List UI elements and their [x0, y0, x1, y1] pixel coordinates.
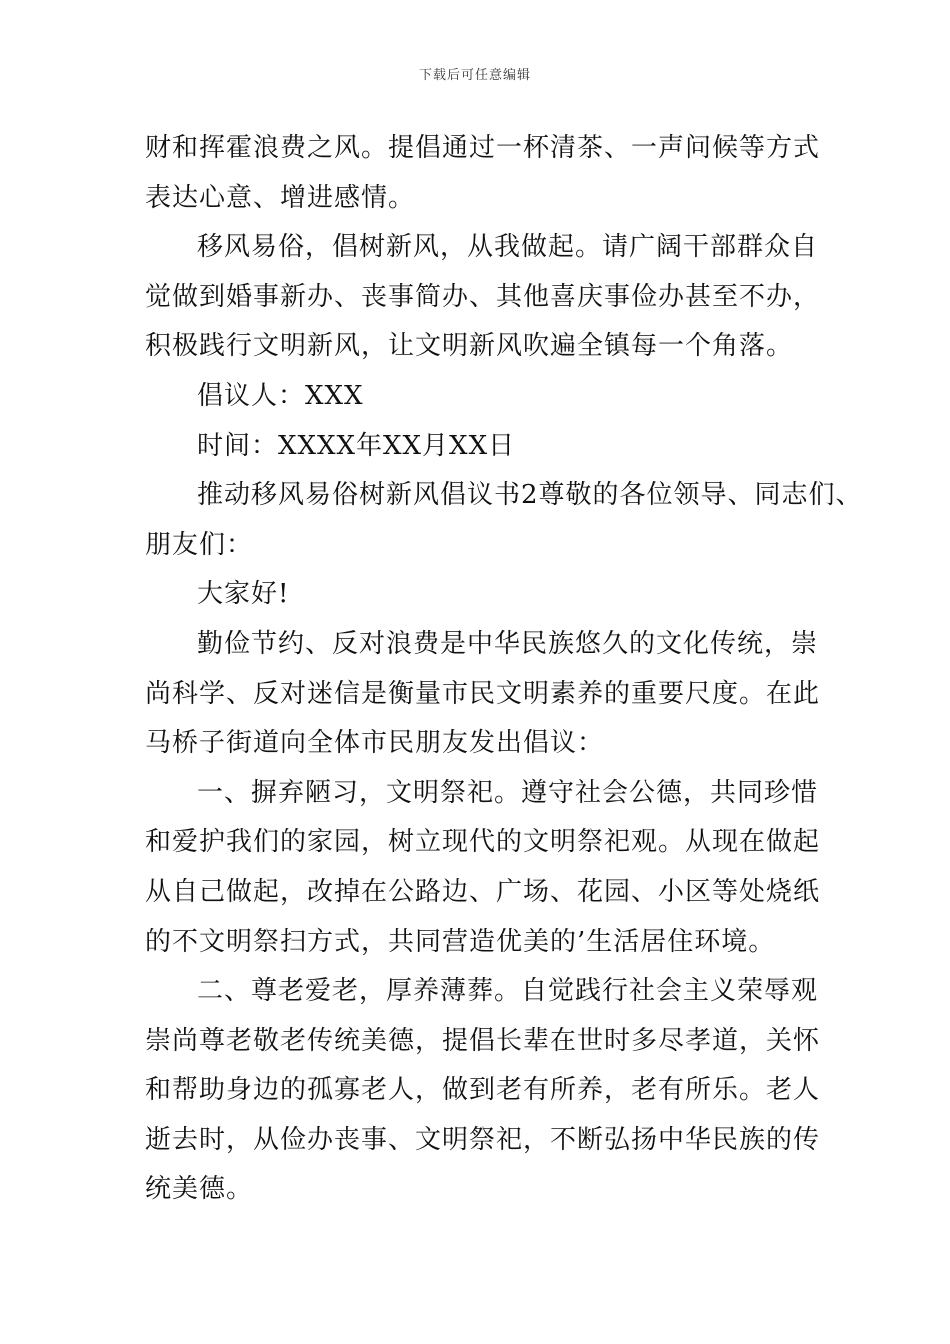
text-line: 表达心意、增进感情。	[145, 182, 416, 213]
text-line: 移风易俗，倡树新风，从我做起。请广阔干部群众自	[197, 232, 819, 263]
text-line: 二、尊老爱老，厚养薄葬。自觉践行社会主义荣辱观	[197, 976, 819, 1007]
text-line: 从自己做起，改掉在公路边、广场、花园、小区等处烧纸	[145, 876, 821, 907]
text-line: 马桥子街道向全体市民朋友发出倡议：	[145, 728, 605, 759]
text-line: 积极践行文明新风，让文明新风吹遍全镇每一个角落。	[145, 331, 794, 362]
text-line: 朋友们：	[145, 529, 254, 560]
text-line: 统美德。	[145, 1174, 254, 1205]
text-line: 觉做到婚事新办、丧事简办、其他喜庆事俭办甚至不办，	[145, 281, 821, 312]
text-line: 时间：XXXX年XX月XX日	[197, 430, 516, 461]
text-line: 逝去时，从俭办丧事、文明祭祀，不断弘扬中华民族的传	[145, 1124, 821, 1155]
page-header: 下载后可任意编辑	[418, 68, 531, 83]
text-line: 和爱护我们的家园，树立现代的文明祭祀观。从现在做起	[145, 827, 821, 858]
text-line: 大家好!	[197, 579, 290, 610]
text-line: 倡议人：XXX	[197, 380, 364, 411]
text-line: 崇尚尊老敬老传统美德，提倡长辈在世时多尽孝道，关怀	[145, 1025, 821, 1056]
text-line: 和帮助身边的孤寡老人，做到老有所养，老有所乐。老人	[145, 1075, 821, 1106]
text-line: 推动移风易俗树新风倡议书2尊敬的各位领导、同志们、	[197, 480, 863, 511]
text-line: 财和挥霍浪费之风。提倡通过一杯清茶、一声问候等方式	[145, 133, 821, 163]
text-line: 的不文明祭扫方式，共同营造优美的’生活居住环境。	[145, 926, 776, 957]
text-line: 勤俭节约、反对浪费是中华民族悠久的文化传统，崇	[197, 628, 819, 659]
text-line: 一、摒弃陋习，文明祭祀。遵守社会公德，共同珍惜	[197, 777, 819, 808]
text-line: 尚科学、反对迷信是衡量市民文明素养的重要尺度。在此	[145, 678, 821, 709]
document-body	[145, 124, 863, 1215]
